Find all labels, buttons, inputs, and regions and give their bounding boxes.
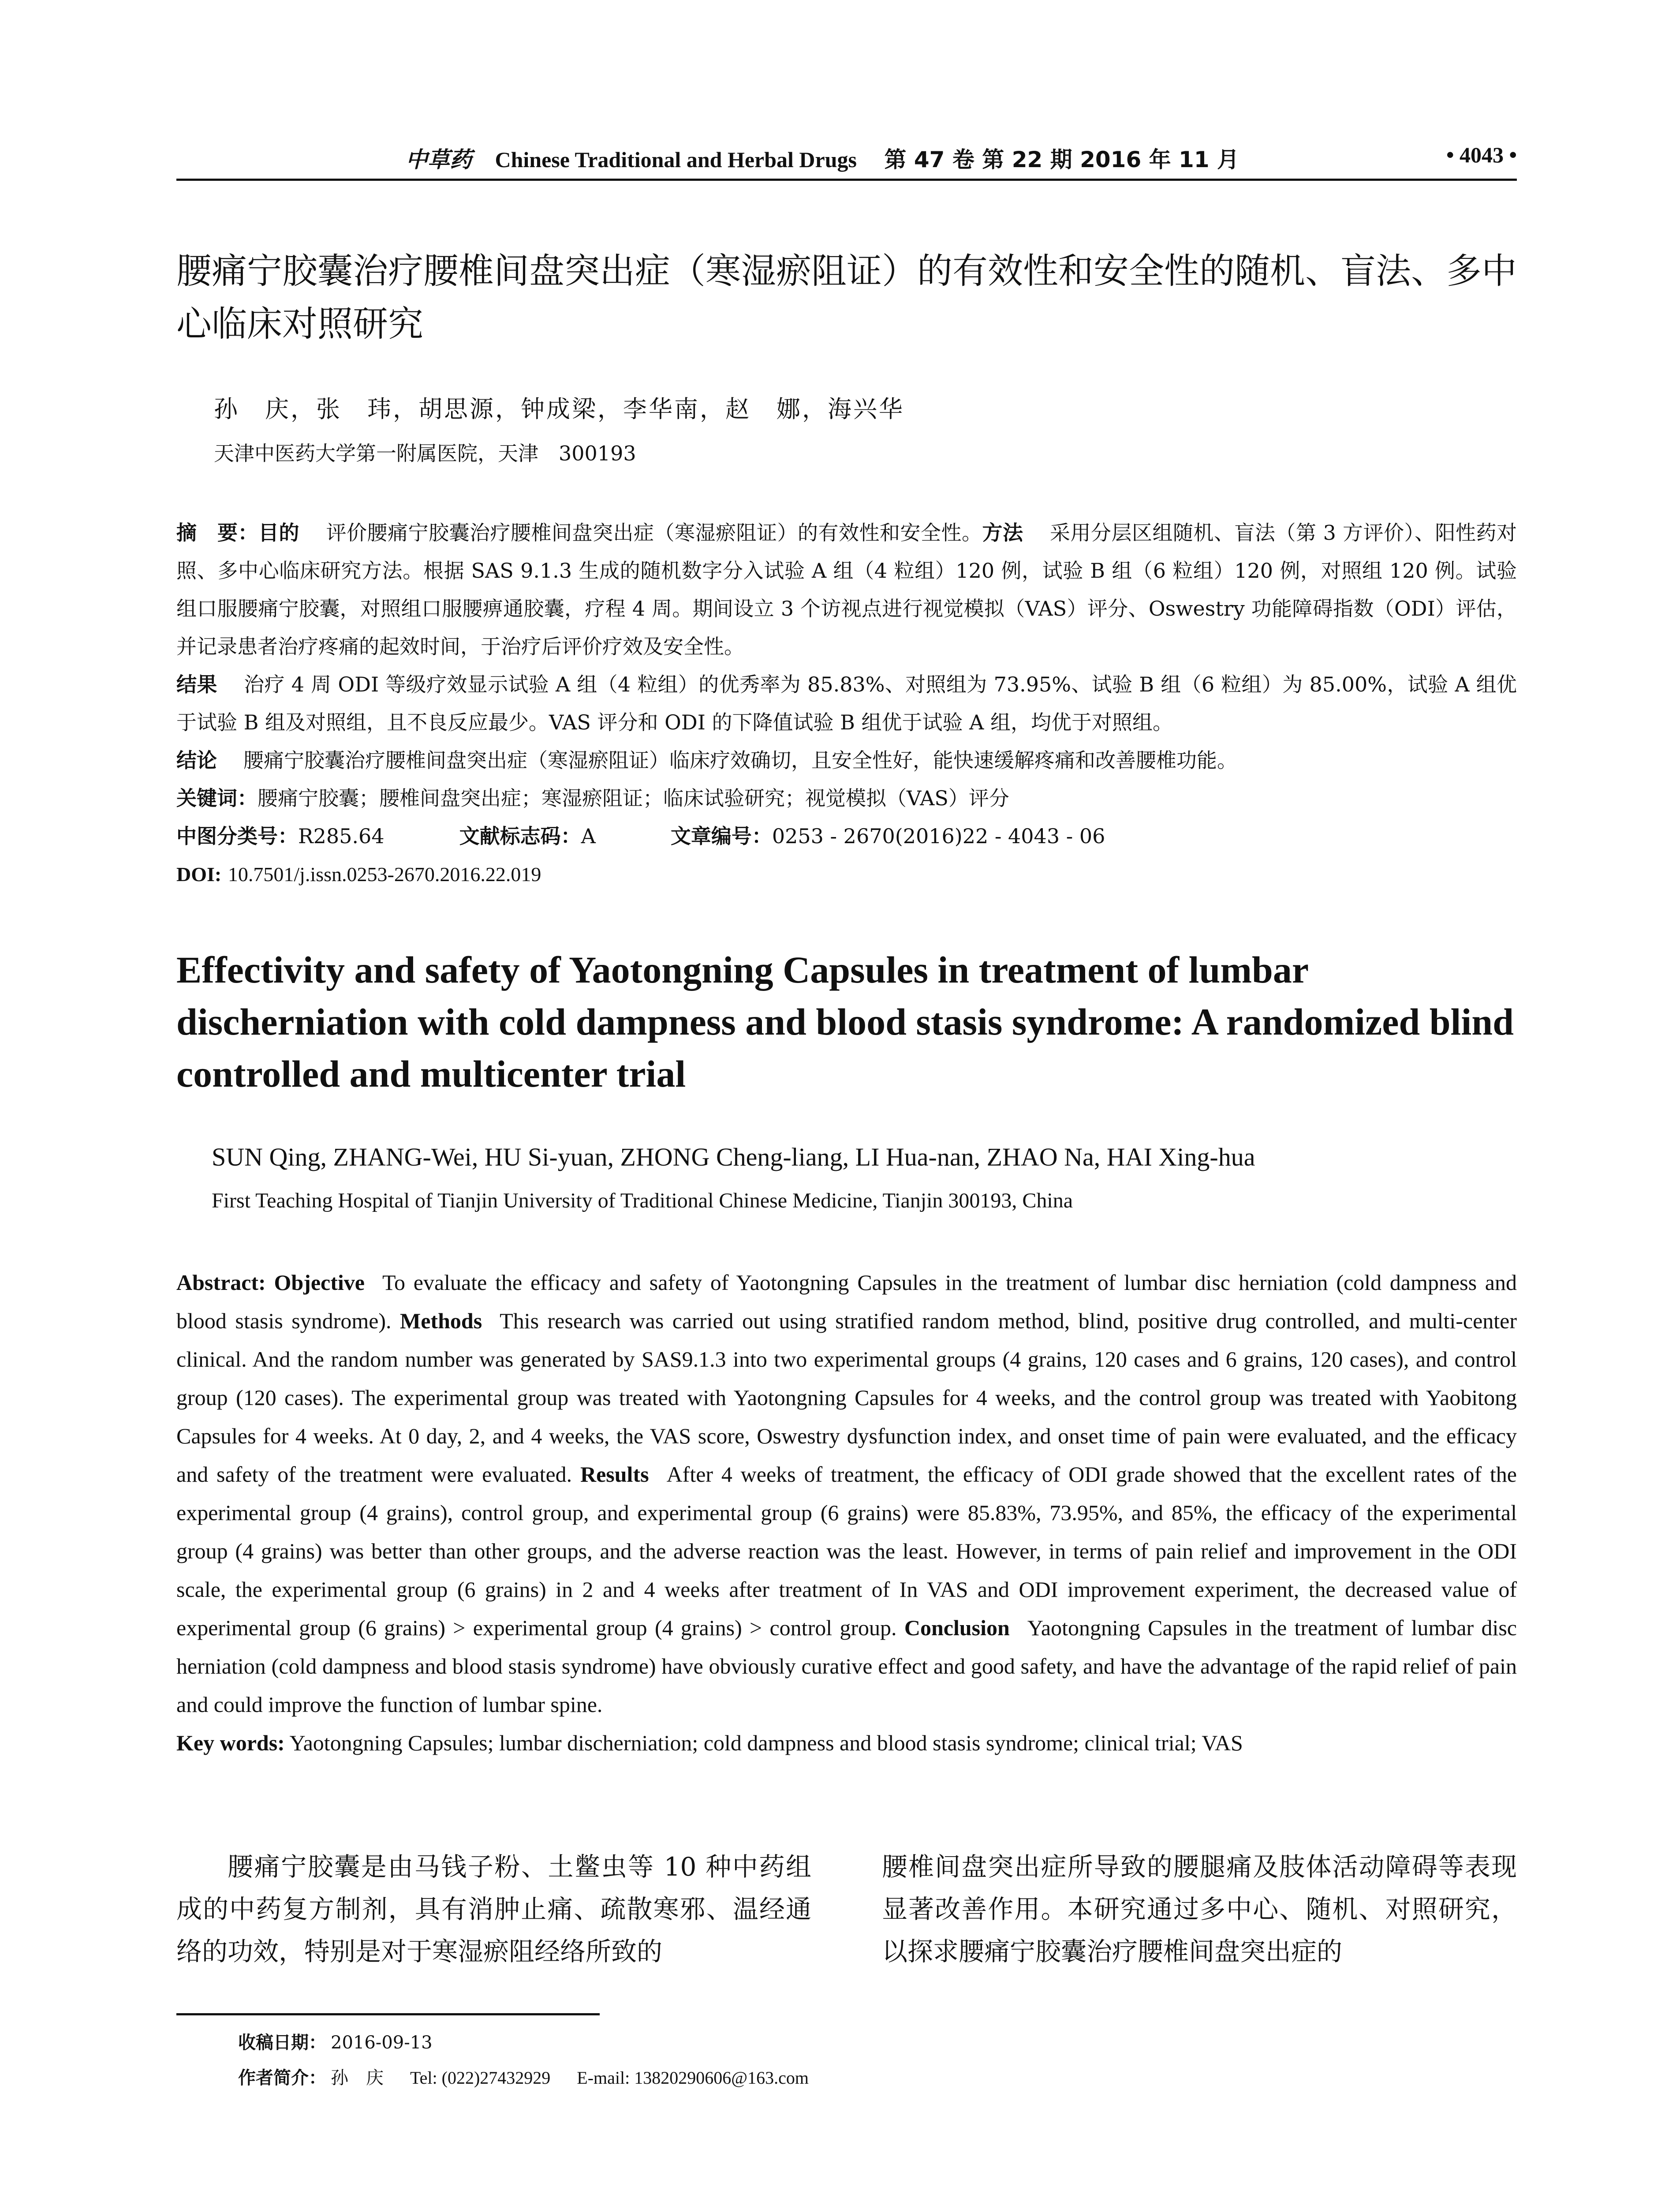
article-no-value: 0253 - 2670(2016)22 - 4043 - 06 xyxy=(772,824,1105,848)
author-tel: Tel: (022)27432929 xyxy=(410,2068,551,2088)
doc-code-value: A xyxy=(581,824,596,848)
article-no-label: 文章编号： xyxy=(670,824,772,848)
en-keywords-para xyxy=(176,1724,1517,1762)
cn-authors: 孙 庆，张 玮，胡思源，钟成梁，李华南，赵 娜，海兴华 xyxy=(214,395,904,423)
author-name: 孙 庆 xyxy=(331,2068,384,2088)
cn-conclusion-para xyxy=(176,741,1517,779)
author-email[interactable]: E-mail: 13820290606@163.com xyxy=(577,2068,809,2088)
body-column-left: 腰痛宁胶囊是由马钱子粉、土鳖虫等 10 种中药组成的中药复方制剂，具有消肿止痛、疏散寒邪、温经通络的功效，特别是对于寒湿瘀阻经络所致的 xyxy=(176,1852,811,1966)
en-keywords-label: Key words: xyxy=(176,1730,285,1755)
en-conclusion: Yaotongning Capsules in the treatment of lumbar disc herniation (cold dampness and blood stasis syndrome) have obviously curative effect and good safety, and have the advantage of the rapid relief of pain and could improve the function of lumbar spine. xyxy=(176,1615,1517,1717)
cn-keywords-label: 关键词： xyxy=(176,786,258,810)
footnote-rule xyxy=(176,2013,600,2015)
en-objective: To evaluate the efficacy and safety of Yaotongning Capsules in the treatment of lumbar disc herniation (cold dampness and blood stasis syndrome). xyxy=(176,1270,1517,1333)
en-keywords: Yaotongning Capsules; lumbar discherniation; cold dampness and blood stasis syndrome; clinical trial; VAS xyxy=(289,1730,1243,1755)
cn-abstract xyxy=(176,514,1517,893)
cn-keywords: 腰痛宁胶囊；腰椎间盘突出症；寒湿瘀阻证；临床试验研究；视觉模拟（VAS）评分 xyxy=(258,786,1009,810)
clc-label: 中图分类号： xyxy=(176,824,298,848)
doi-label: DOI: xyxy=(176,863,222,886)
cn-results-para xyxy=(176,665,1517,741)
footnote-author xyxy=(238,2064,809,2089)
cn-abstract-body xyxy=(176,514,1517,665)
journal-logo: 中草药 xyxy=(406,146,472,172)
body-column-right: 腰椎间盘突出症所导致的腰腿痛及肢体活动障碍等表现显著改善作用。本研究通过多中心、随机、对照研究，以探求腰痛宁胶囊治疗腰椎间盘突出症的 xyxy=(882,1852,1517,1966)
issue-info: 第 47 卷 第 22 期 2016 年 11 月 xyxy=(884,147,1239,172)
cn-results-label: 结果 xyxy=(176,673,217,696)
cn-objective-label: 目的 xyxy=(258,521,299,545)
cn-title: 腰痛宁胶囊治疗腰椎间盘突出症（寒湿瘀阻证）的有效性和安全性的随机、盲法、多中心临床对照研究 xyxy=(176,250,1517,344)
en-methods-label: Methods xyxy=(400,1308,482,1333)
cn-methods-label: 方法 xyxy=(982,521,1023,545)
author-label: 作者简介： xyxy=(238,2068,326,2088)
en-abstract-body xyxy=(176,1263,1517,1724)
received-date: 2016-09-13 xyxy=(331,2033,433,2053)
journal-line xyxy=(406,142,1239,174)
footnote-received xyxy=(238,2029,433,2054)
en-abstract xyxy=(176,1263,1517,1762)
cn-abstract-label: 摘 要： xyxy=(176,521,258,545)
header-rule xyxy=(176,179,1517,181)
journal-name: Chinese Traditional and Herbal Drugs xyxy=(495,147,857,172)
cn-conclusion-label: 结论 xyxy=(176,748,217,772)
en-conclusion-label: Conclusion xyxy=(904,1615,1010,1640)
en-methods: This research was carried out using stratified random method, blind, positive drug controlled, and multi-center clinical. And the random number was generated by SAS9.1.3 into two experimental groups (4 grains, 120 cases and 6 grains, 120 cases), and control group (120 cases). The experimental group was treated with Yaotongning Capsules for 4 weeks, and the control group was treated with Yaobitong Capsules for 4 weeks. At 0 day, 2, and 4 weeks, the VAS score, Oswestry dysfunction index, and onset time of pain were evaluated, and the efficacy and safety of the treatment were evaluated. xyxy=(176,1308,1517,1487)
doc-code-item xyxy=(459,817,596,855)
en-title: Effectivity and safety of Yaotongning Capsules in treatment of lumbar discherniation with cold dampness and blood stasis syndrome: A randomized blind controlled and multicenter trial xyxy=(176,949,1514,1095)
en-abstract-label: Abstract: Objective xyxy=(176,1270,365,1295)
article-no-item xyxy=(671,817,1105,855)
cn-conclusion: 腰痛宁胶囊治疗腰椎间盘突出症（寒湿瘀阻证）临床疗效确切，且安全性好，能快速缓解疼痛和改善腰椎功能。 xyxy=(243,748,1237,772)
doi-line xyxy=(176,855,1517,893)
clc-value: R285.64 xyxy=(298,824,385,848)
cn-affiliation: 天津中医药大学第一附属医院，天津 300193 xyxy=(214,441,636,465)
doc-code-label: 文献标志码： xyxy=(459,824,581,848)
en-affiliation: First Teaching Hospital of Tianjin University of Traditional Chinese Medicine, Tianjin 300193, China xyxy=(212,1189,1073,1212)
doi-value[interactable]: 10.7501/j.issn.0253-2670.2016.22.019 xyxy=(228,863,541,886)
cn-results: 治疗 4 周 ODI 等级疗效显示试验 A 组（4 粒组）的优秀率为 85.83%、对照组为 73.95%、试验 B 组（6 粒组）为 85.00%，试验 A 组优于试验 B 组及对照组，且不良反应最少。VAS 评分和 ODI 的下降值试验 B 组优于试验 A 组，均优于对照组。 xyxy=(176,673,1517,734)
clc-item xyxy=(176,817,385,855)
cn-keywords-para xyxy=(176,779,1517,817)
received-label: 收稿日期： xyxy=(238,2033,326,2053)
en-authors: SUN Qing, ZHANG-Wei, HU Si-yuan, ZHONG Cheng-liang, LI Hua-nan, ZHAO Na, HAI Xing-hua xyxy=(212,1143,1255,1171)
running-header xyxy=(176,142,1517,177)
cn-objective: 评价腰痛宁胶囊治疗腰椎间盘突出症（寒湿瘀阻证）的有效性和安全性。 xyxy=(326,521,982,545)
page-number: • 4043 • xyxy=(1446,142,1517,167)
cn-classification-line xyxy=(176,817,1517,855)
cn-methods: 采用分层区组随机、盲法（第 3 方评价）、阳性药对照、多中心临床研究方法。根据 SAS 9.1.3 生成的随机数字分入试验 A 组（4 粒组）120 例，试验 B 组（6 粒组）120 例，对照组 120 例。试验组口服腰痛宁胶囊，对照组口服腰痹通胶囊，疗程 4 周。期间设立 3 个访视点进行视觉模拟（VAS）评分、Oswestry 功能障碍指数（ODI）评估，并记录患者治疗疼痛的起效时间，于治疗后评价疗效及安全性。 xyxy=(176,521,1517,658)
en-results-label: Results xyxy=(580,1462,649,1487)
en-results: After 4 weeks of treatment, the efficacy of ODI grade showed that the excellent rates of the experimental group (4 grains), control group, and experimental group (6 grains) were 85.83%, 73.95%, and 85%, the efficacy of the experimental group (4 grains) was better than other groups, and the adverse reaction was the least. However, in terms of pain relief and improvement in the ODI scale, the experimental group (6 grains) in 2 and 4 weeks after treatment of In VAS and ODI improvement experiment, the decreased value of experimental group (6 grains) > experimental group (4 grains) > control group. xyxy=(176,1462,1517,1640)
